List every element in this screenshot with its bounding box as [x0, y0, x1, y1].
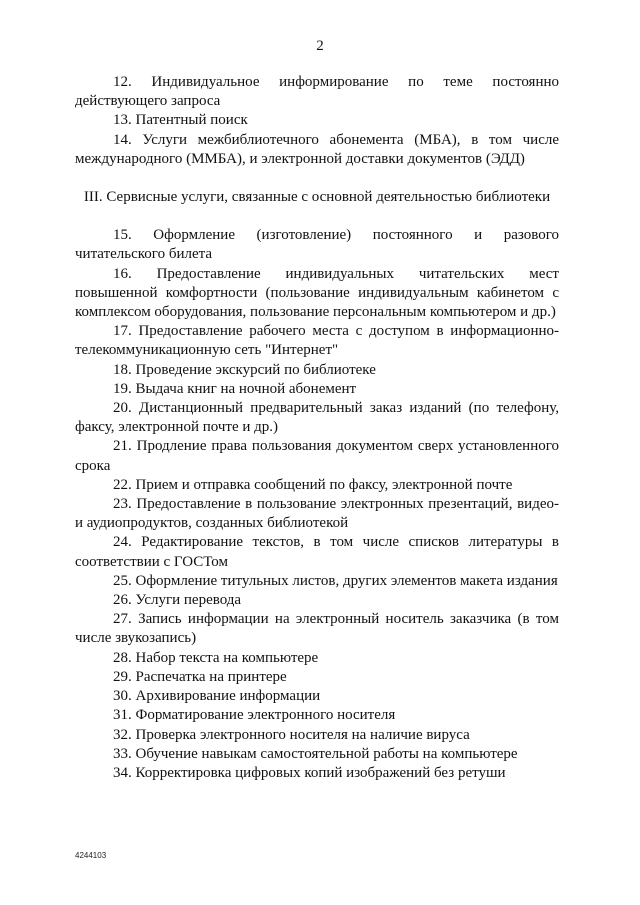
list-item: 31. Форматирование электронного носителя — [113, 707, 396, 724]
list-item: 29. Распечатка на принтере — [113, 668, 287, 685]
list-item: 19. Выдача книг на ночной абонемент — [113, 380, 357, 397]
list-item: 25. Оформление титульных листов, других элементов макета издания — [113, 572, 558, 589]
list-item: 30. Архивирование информации — [113, 688, 321, 705]
list-item: 22. Прием и отправка сообщений по факсу, электронной почте — [113, 476, 513, 493]
services-list-before — [75, 73, 559, 169]
document-body — [75, 73, 559, 783]
section-heading: III. Сервисные услуги, связанные с основной деятельностью библиотеки — [83, 189, 551, 206]
list-item: 13. Патентный поиск — [113, 112, 248, 129]
list-item: 20. Дистанционный предварительный заказ изданий (по телефону, факсу, электронной почте и др.) — [75, 400, 559, 436]
list-item: 15. Оформление (изготовление) постоянного и разового читательского билета — [75, 227, 559, 263]
list-item: 34. Корректировка цифровых копий изображений без ретуши — [113, 764, 506, 781]
list-item: 21. Продление права пользования документом сверх установленного срока — [75, 438, 559, 474]
page-number: 2 — [316, 38, 324, 54]
list-item: 27. Запись информации на электронный носитель заказчика (в том числе звукозапись) — [75, 611, 559, 647]
list-item: 32. Проверка электронного носителя на наличие вируса — [113, 726, 470, 743]
document-code: 4244103 — [75, 851, 107, 860]
list-item: 24. Редактирование текстов, в том числе списков литературы в соответствии с ГОСТом — [75, 534, 559, 570]
list-item: 14. Услуги межбиблиотечного абонемента (МБА), в том числе международного (ММБА), и электронной доставки документов (ЭДД) — [75, 131, 559, 167]
list-item: 12. Индивидуальное информирование по теме постоянно действующего запроса — [75, 74, 559, 110]
services-list-after — [75, 226, 559, 783]
list-item: 28. Набор текста на компьютере — [113, 649, 319, 666]
list-item: 16. Предоставление индивидуальных читательских мест повышенной комфортности (пользование индивидуальным кабинетом с комплексом оборудования, пользование персональным компьютером и др.) — [75, 265, 559, 321]
list-item: 33. Обучение навыкам самостоятельной работы на компьютере — [113, 745, 518, 762]
list-item: 26. Услуги перевода — [113, 592, 242, 609]
list-item: 23. Предоставление в пользование электронных презентаций, видео- и аудиопродуктов, созданных библиотекой — [75, 496, 559, 532]
list-item: 18. Проведение экскурсий по библиотеке — [113, 361, 376, 378]
list-item: 17. Предоставление рабочего места с доступом в информационно-телекоммуникационную сеть "Интернет" — [75, 323, 559, 359]
